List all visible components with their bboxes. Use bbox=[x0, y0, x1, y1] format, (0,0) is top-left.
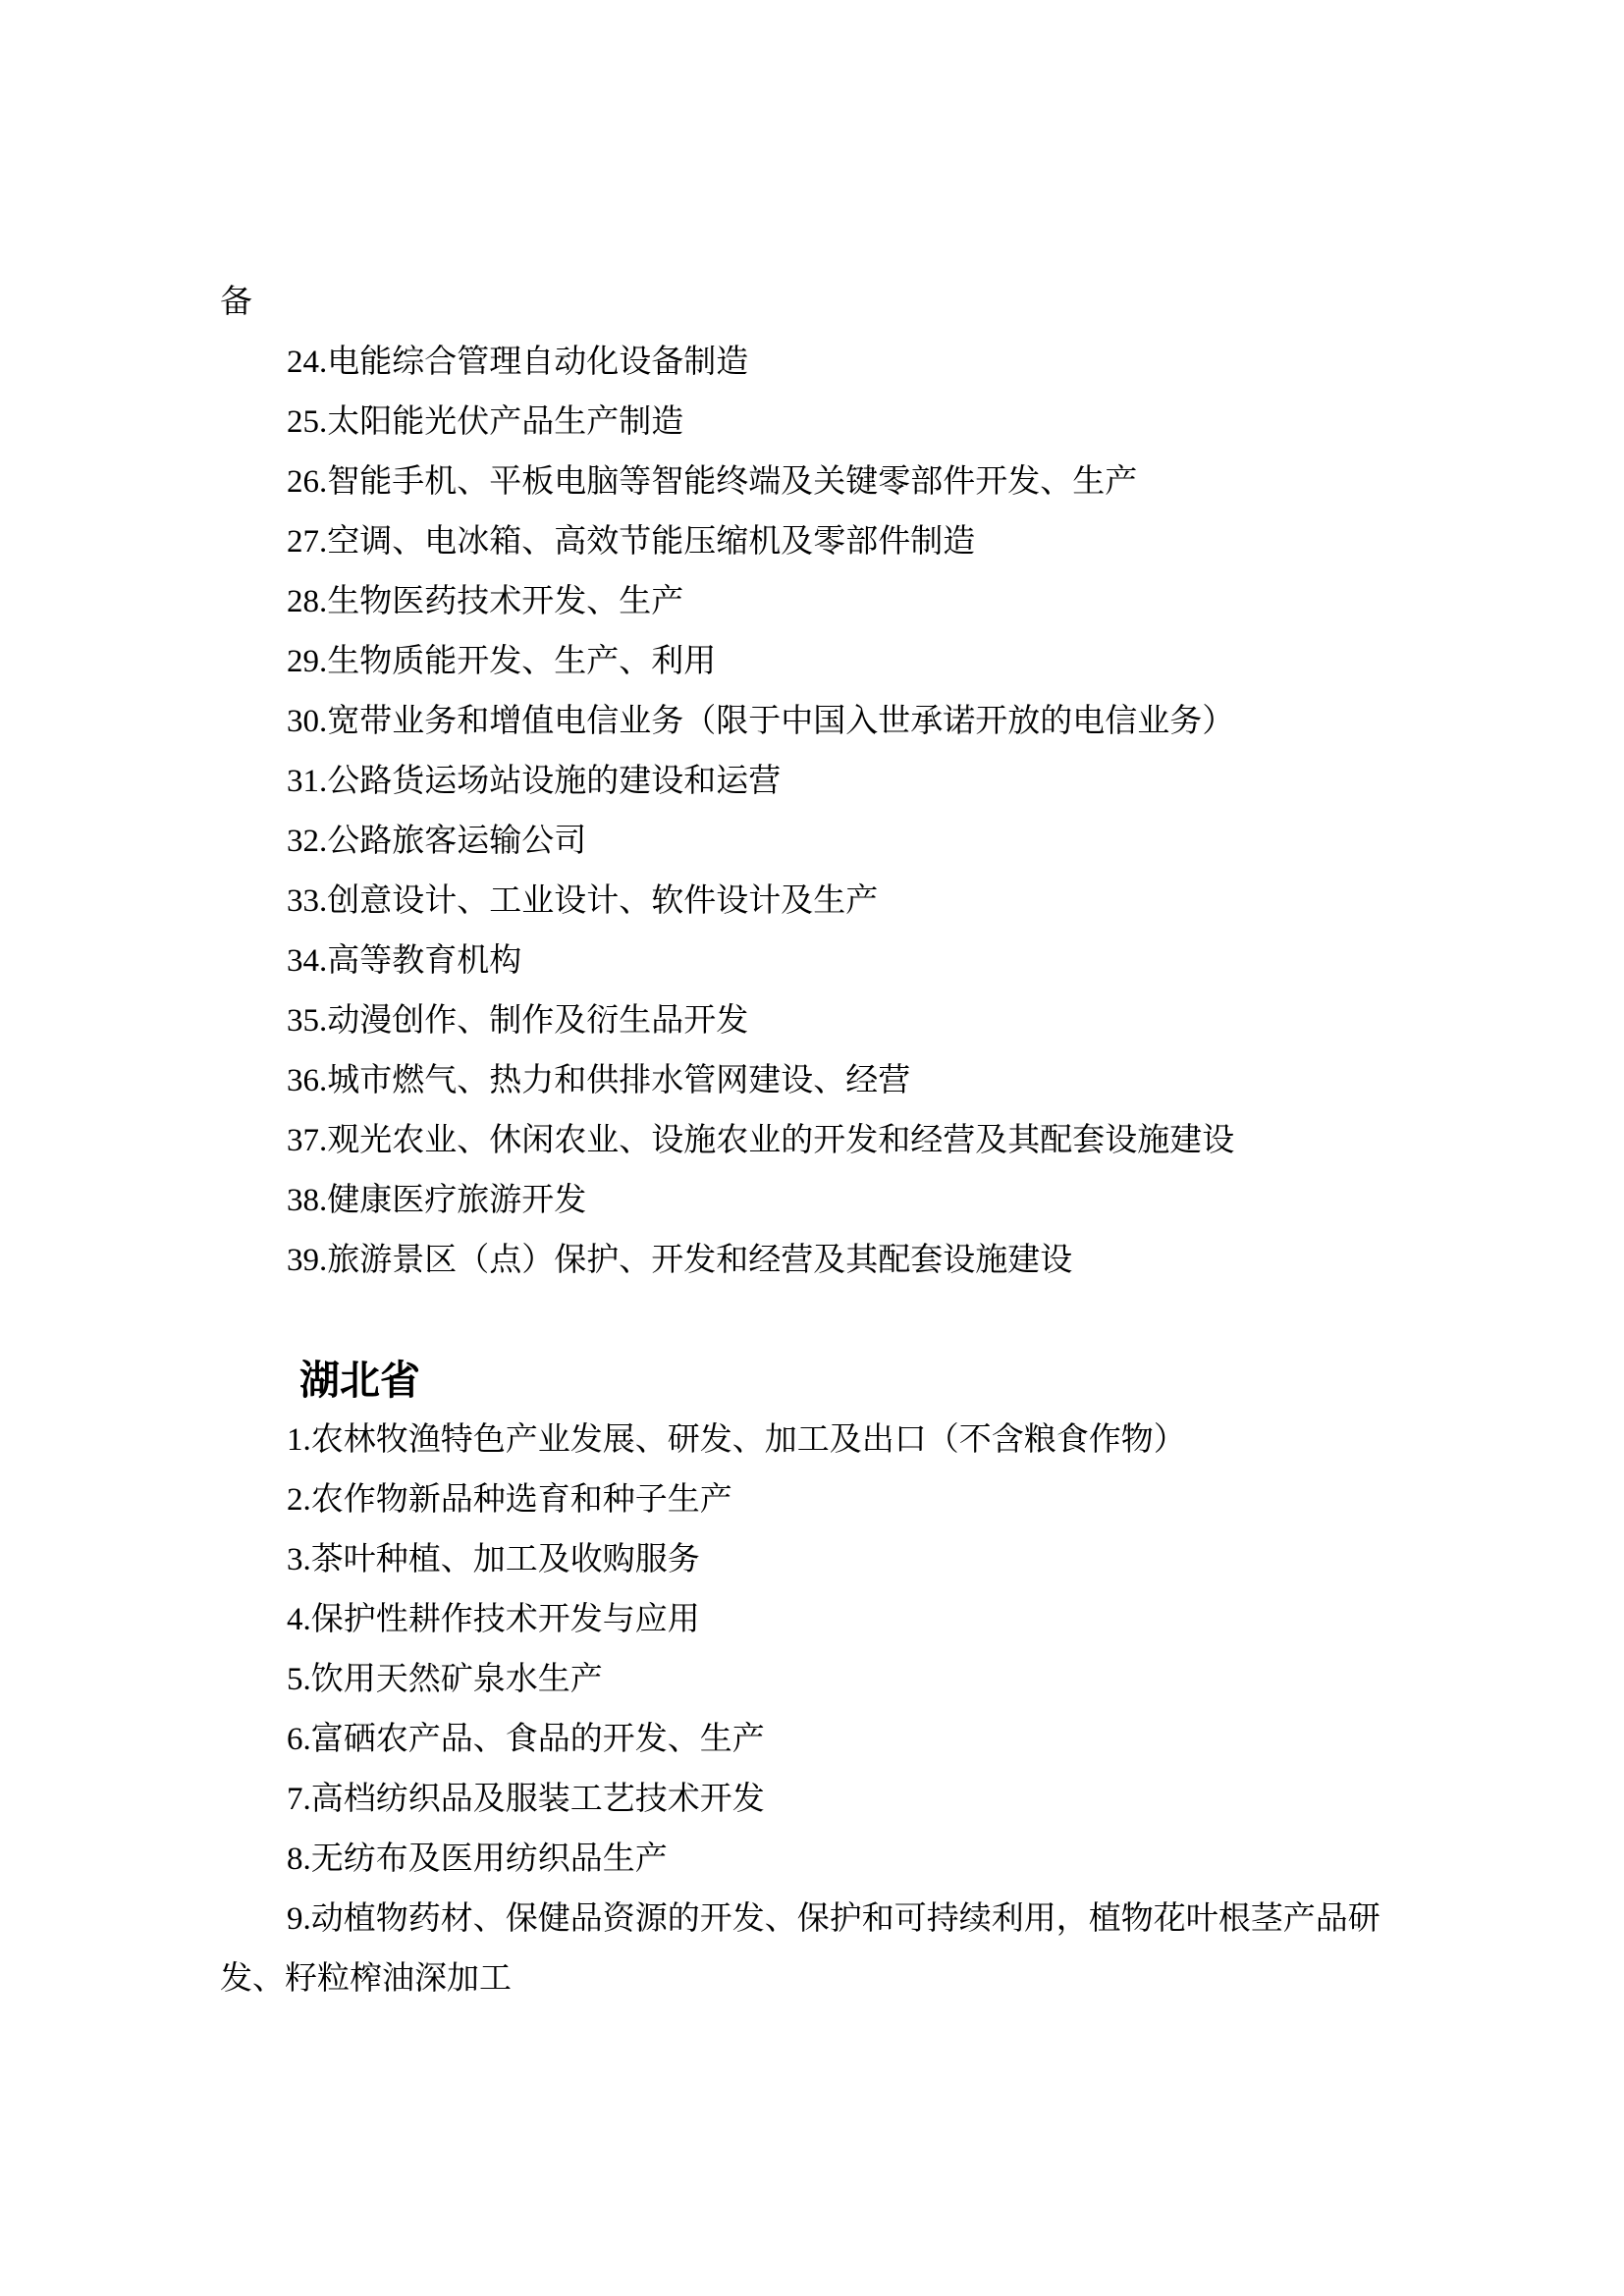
list-item: 3.茶叶种植、加工及收购服务 bbox=[287, 1542, 700, 1577]
list-item: 31.公路货运场站设施的建设和运营 bbox=[287, 764, 782, 799]
list-item: 5.饮用天然矿泉水生产 bbox=[287, 1662, 603, 1697]
document-body bbox=[220, 273, 1414, 2009]
wrapped-line-tail: 备 bbox=[220, 285, 252, 320]
list-item: 26.智能手机、平板电脑等智能终端及关键零部件开发、生产 bbox=[287, 464, 1138, 500]
list-item: 39.旅游景区（点）保护、开发和经营及其配套设施建设 bbox=[287, 1243, 1073, 1278]
list-item: 24.电能综合管理自动化设备制造 bbox=[287, 345, 749, 380]
list-item: 35.动漫创作、制作及衍生品开发 bbox=[287, 1003, 749, 1039]
list-item: 38.健康医疗旅游开发 bbox=[287, 1183, 587, 1218]
list-item: 28.生物医药技术开发、生产 bbox=[287, 584, 684, 619]
province-heading: 湖北省 bbox=[299, 1358, 420, 1403]
list-item: 8.无纺布及医用纺织品生产 bbox=[287, 1842, 668, 1877]
blank-line bbox=[220, 1291, 1414, 1351]
list-item: 2.农作物新品种选育和种子生产 bbox=[287, 1482, 732, 1518]
list-item: 4.保护性耕作技术开发与应用 bbox=[287, 1602, 700, 1637]
list-item: 34.高等教育机构 bbox=[287, 943, 522, 979]
list-item: 7.高档纺织品及服装工艺技术开发 bbox=[287, 1782, 765, 1817]
list-item: 33.创意设计、工业设计、软件设计及生产 bbox=[287, 883, 879, 919]
list-item: 32.公路旅客运输公司 bbox=[287, 824, 587, 859]
list-item: 25.太阳能光伏产品生产制造 bbox=[287, 404, 684, 440]
list-item: 1.农林牧渔特色产业发展、研发、加工及出口（不含粮食作物） bbox=[287, 1422, 1186, 1458]
list-item: 37.观光农业、休闲农业、设施农业的开发和经营及其配套设施建设 bbox=[287, 1123, 1235, 1158]
wrapped-line-tail: 发、籽粒榨油深加工 bbox=[220, 1961, 512, 1997]
list-item: 29.生物质能开发、生产、利用 bbox=[287, 644, 717, 679]
list-item: 9.动植物药材、保健品资源的开发、保护和可持续利用，植物花叶根茎产品研 bbox=[287, 1901, 1380, 1937]
list-item: 30.宽带业务和增值电信业务（限于中国入世承诺开放的电信业务） bbox=[287, 704, 1235, 739]
list-item: 27.空调、电冰箱、高效节能压缩机及零部件制造 bbox=[287, 524, 976, 560]
list-item: 36.城市燃气、热力和供排水管网建设、经营 bbox=[287, 1063, 911, 1098]
list-item: 6.富硒农产品、食品的开发、生产 bbox=[287, 1722, 765, 1757]
